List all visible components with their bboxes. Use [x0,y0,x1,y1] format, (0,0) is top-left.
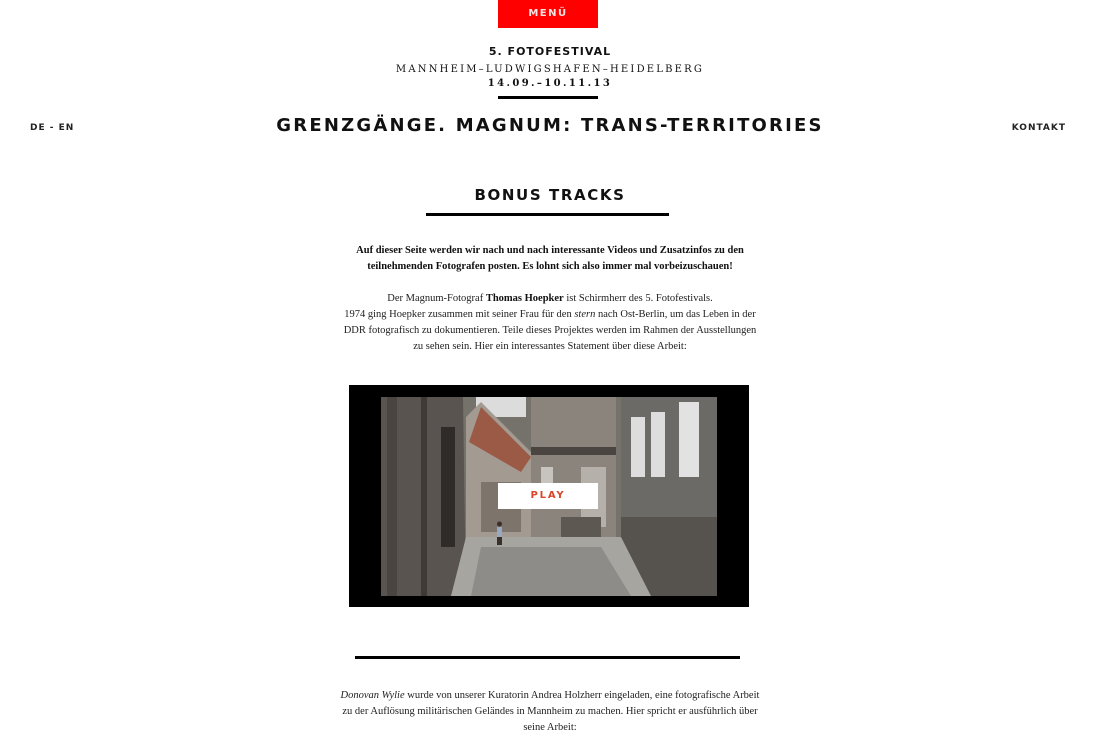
hoepker-line2-prefix: 1974 ging Hoepker zusammen mit seiner Frau für den [344,309,575,320]
menu-button[interactable]: MENÜ [498,0,598,28]
video-player[interactable] [349,385,749,607]
content-divider [355,656,740,659]
section-title: BONUS TRACKS [474,186,626,204]
lang-separator: - [45,123,59,133]
lang-en-link[interactable]: EN [58,123,75,133]
wylie-text [340,688,760,736]
festival-dates: 14.09.–10.11.13 [487,78,613,89]
section-divider [426,213,669,216]
contact-link[interactable]: KONTAKT [1011,123,1066,133]
magazine-name: stern [574,309,596,320]
wylie-description: wurde von unserer Kuratorin Andrea Holzherr eingeladen, eine fotografische Arbeit zu der Auflösung militärischen Geländes in Mannheim zu machen. Hier spricht er ausführlich über seine Arbeit: [342,690,760,733]
exhibition-title: GRENZGÄNGE. MAGNUM: TRANS-TERRITORIES [276,115,824,136]
hoepker-line2-suffix: nach Ost-Berlin, um das Leben in der DDR fotografisch zu dokumentieren. Teile dieses Projektes werden im Rahmen der Ausstellungen zu sehen sein. Hier ein interessantes Statement über diese Arbeit: [343,309,757,352]
play-button[interactable]: PLAY [498,483,598,509]
wylie-name: Donovan Wylie [340,690,405,701]
hoepker-suffix: ist Schirmherr des 5. Fotofestivals. [563,293,713,304]
hoepker-text [340,291,760,355]
lang-de-link[interactable]: DE [30,123,46,133]
hoepker-prefix: Der Magnum-Fotograf [387,293,486,304]
photographer-name: Thomas Hoepker [485,293,564,304]
festival-cities: MANNHEIM–LUDWIGSHAFEN–HEIDELBERG [395,64,705,75]
festival-name: 5. FOTOFESTIVAL [488,45,612,58]
intro-text: Auf dieser Seite werden wir nach und nach interessante Videos und Zusatzinfos zu den teilnehmenden Fotografen posten. Es lohnt sich also immer mal vorbeizuschauen! [356,245,744,272]
header-divider [498,96,598,99]
